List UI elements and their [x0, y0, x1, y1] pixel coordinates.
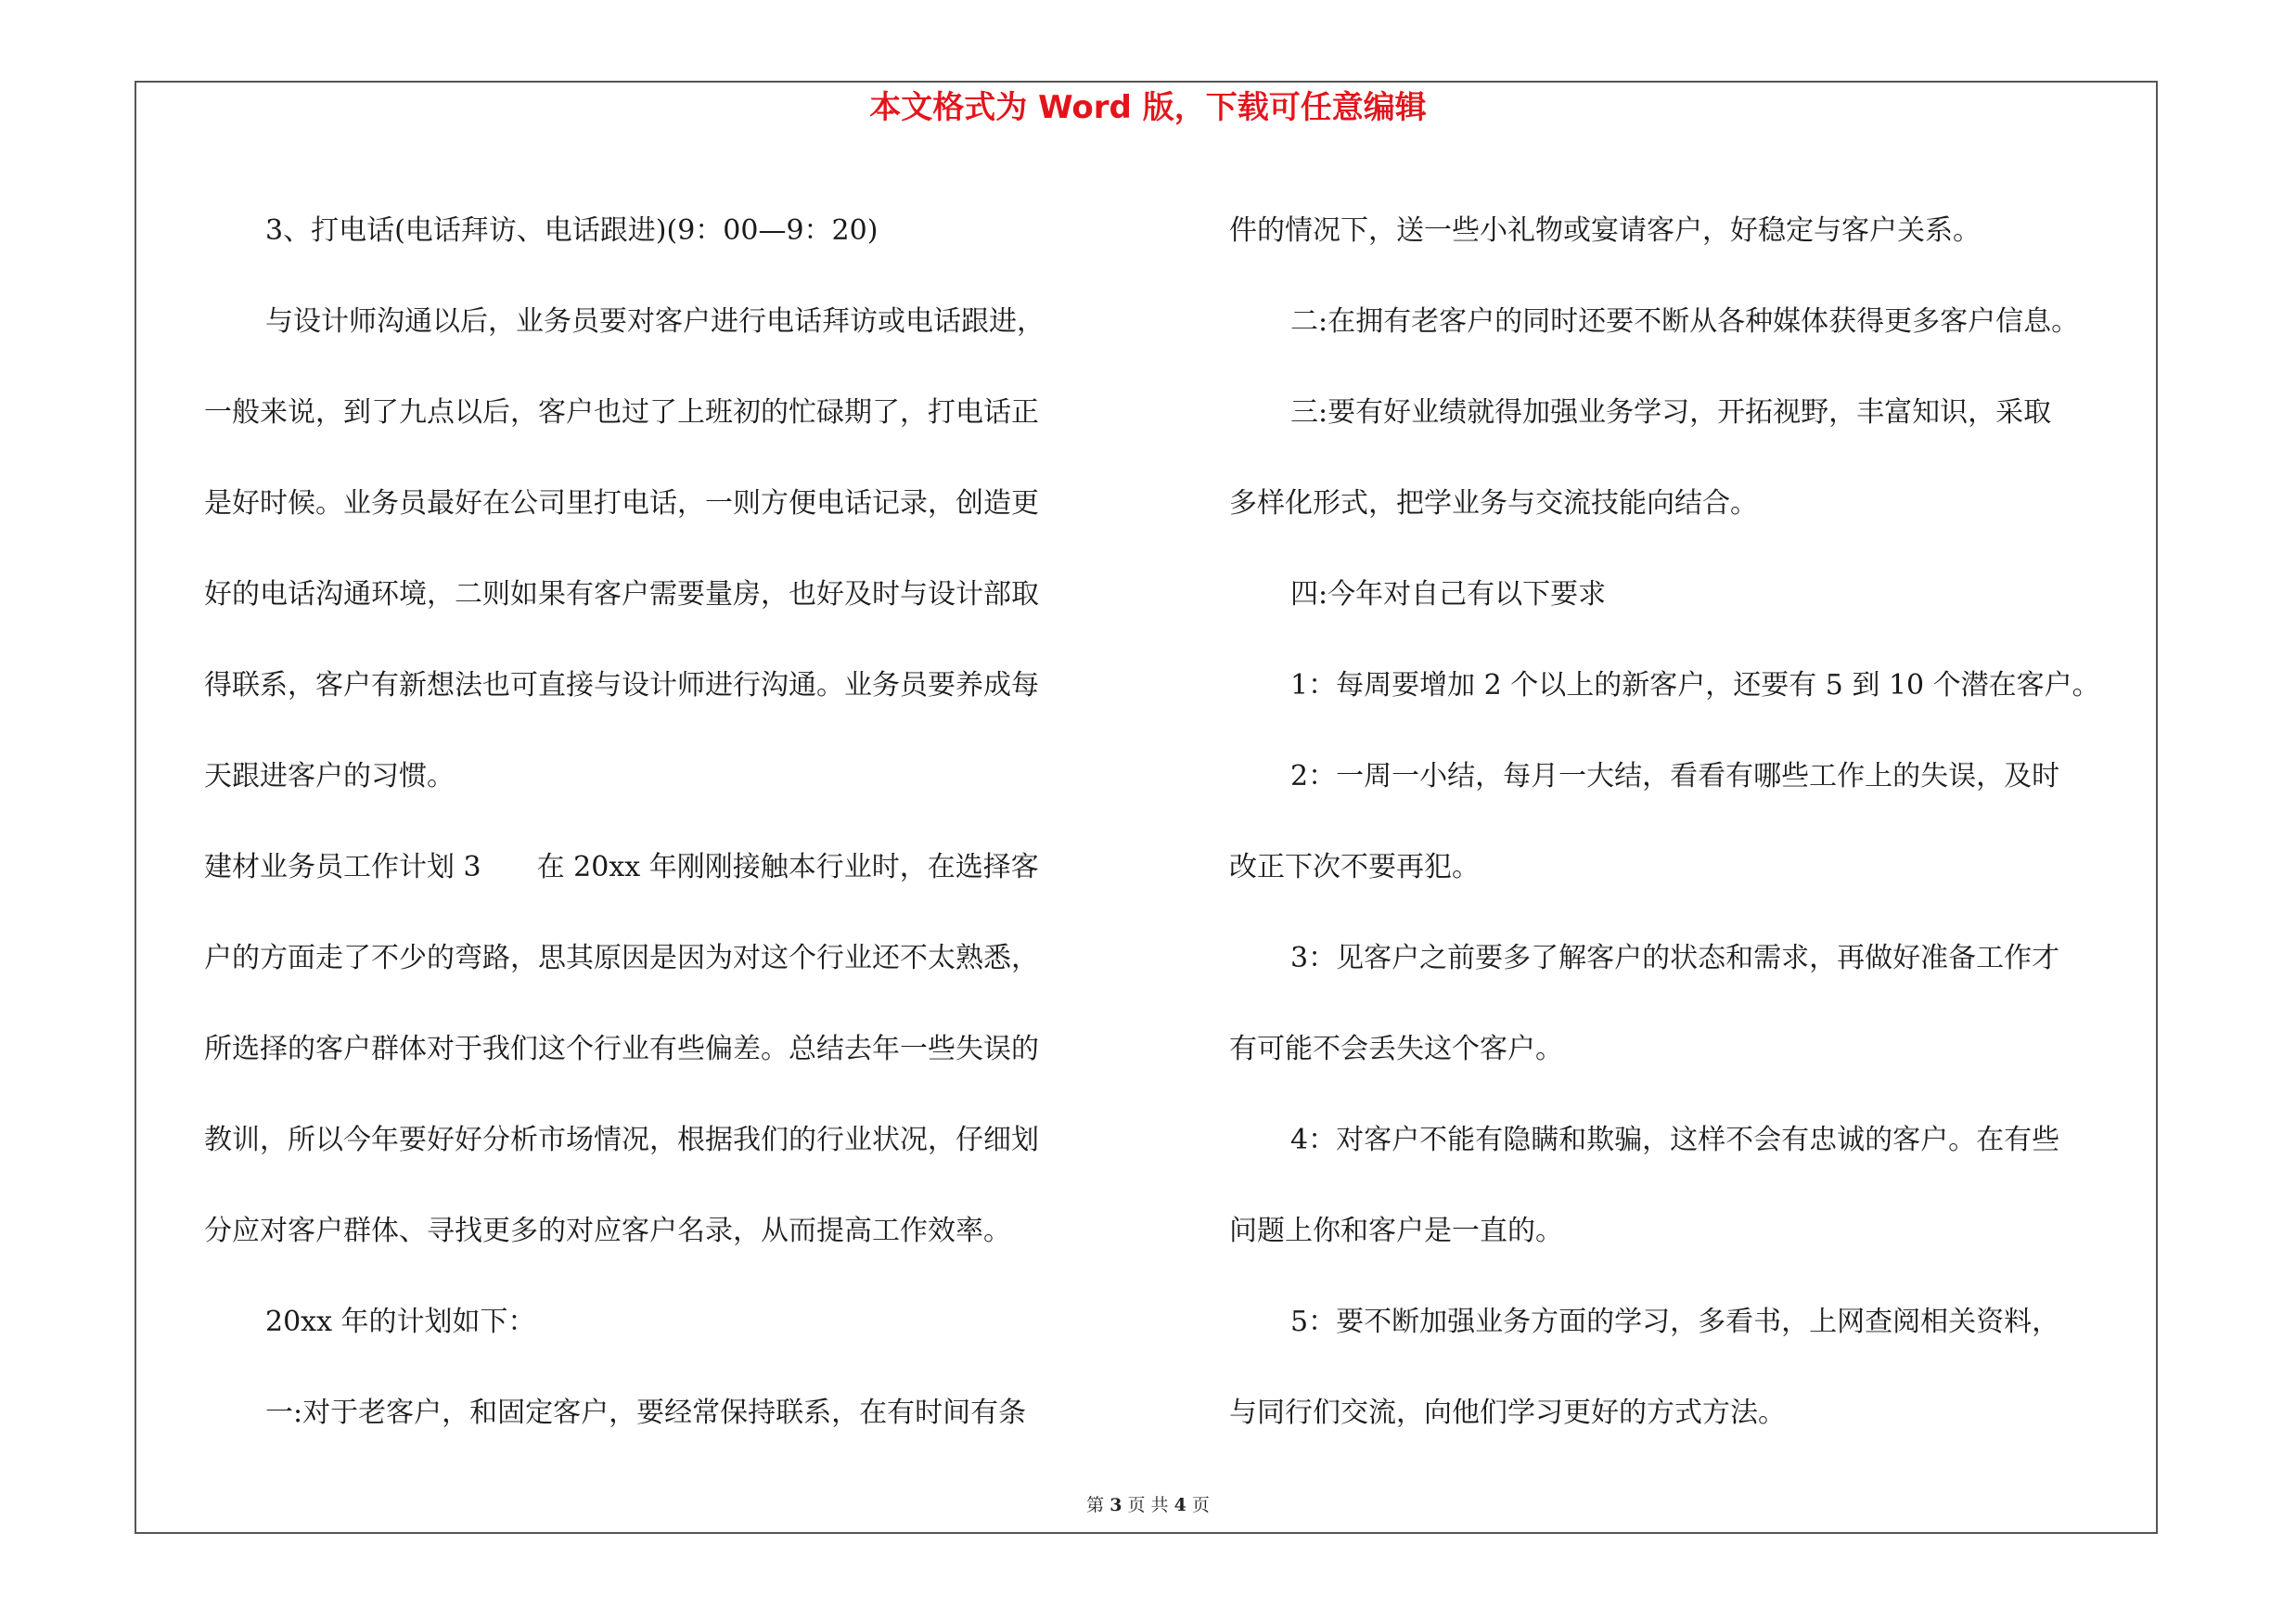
paragraph-line: 一般来说，到了九点以后，客户也过了上班初的忙碌期了，打电话正	[204, 396, 1039, 429]
paragraph-line: 多样化形式，把学业务与交流技能向结合。	[1229, 487, 1758, 520]
section-heading-line: 建材业务员工作计划 3 在 20xx 年刚刚接触本行业时，在选择客	[204, 851, 1039, 883]
paragraph-line: 与设计师沟通以后，业务员要对客户进行电话拜访或电话跟进，	[265, 305, 1045, 338]
paragraph-line: 有可能不会丢失这个客户。	[1229, 1033, 1563, 1065]
paragraph-line: 教训，所以今年要好好分析市场情况，根据我们的行业状况，仔细划	[204, 1124, 1039, 1156]
footer-middle: 页 共	[1127, 1495, 1169, 1515]
paragraph-line: 得联系，客户有新想法也可直接与设计师进行沟通。业务员要养成每	[204, 669, 1039, 702]
paragraph-line: 三:要有好业绩就得加强业务学习，开拓视野，丰富知识，采取	[1290, 396, 2052, 429]
paragraph-line: 是好时候。业务员最好在公司里打电话，一则方便电话记录，创造更	[204, 487, 1039, 520]
footer-prefix: 第	[1086, 1495, 1105, 1515]
footer-suffix: 页	[1191, 1495, 1210, 1515]
header-banner: 本文格式为 Word 版，下载可任意编辑	[869, 89, 1427, 126]
paragraph-line: 分应对客户群体、寻找更多的对应客户名录，从而提高工作效率。	[204, 1215, 1011, 1247]
left-column	[204, 186, 1141, 1459]
right-column	[1229, 186, 2171, 1459]
paragraph-line: 好的电话沟通环境，二则如果有客户需要量房，也好及时与设计部取	[204, 578, 1039, 611]
paragraph-line: 问题上你和客户是一直的。	[1229, 1215, 1563, 1247]
total-page-number: 4	[1174, 1495, 1186, 1515]
paragraph-line: 3：见客户之前要多了解客户的状态和需求，再做好准备工作才	[1290, 942, 2060, 974]
paragraph-line: 一:对于老客户，和固定客户，要经常保持联系，在有时间有条	[265, 1397, 1027, 1429]
paragraph-line: 改正下次不要再犯。	[1229, 851, 1480, 883]
paragraph-line: 四:今年对自己有以下要求	[1290, 578, 1607, 611]
paragraph-line: 20xx 年的计划如下：	[265, 1306, 536, 1338]
paragraph-line: 所选择的客户群体对于我们这个行业有些偏差。总结去年一些失误的	[204, 1033, 1039, 1065]
paragraph-line: 与同行们交流，向他们学习更好的方式方法。	[1229, 1397, 1786, 1429]
paragraph-line: 天跟进客户的习惯。	[204, 760, 455, 792]
paragraph-line: 二:在拥有老客户的同时还要不断从各种媒体获得更多客户信息。	[1290, 305, 2080, 338]
paragraph-line: 3、打电话(电话拜访、电话跟进)(9：00—9：20)	[265, 214, 879, 247]
paragraph-line: 5：要不断加强业务方面的学习，多看书，上网查阅相关资料，	[1290, 1306, 2060, 1338]
paragraph-line: 2：一周一小结，每月一大结，看看有哪些工作上的失误，及时	[1290, 760, 2060, 792]
current-page-number: 3	[1110, 1495, 1122, 1515]
paragraph-line: 1：每周要增加 2 个以上的新客户，还要有 5 到 10 个潜在客户。	[1290, 669, 2100, 702]
page-number-footer	[0, 1494, 2296, 1516]
paragraph-line: 件的情况下，送一些小礼物或宴请客户，好稳定与客户关系。	[1229, 214, 1981, 247]
paragraph-line: 户的方面走了不少的弯路，思其原因是因为对这个行业还不太熟悉，	[204, 942, 1039, 974]
paragraph-line: 4：对客户不能有隐瞒和欺骗，这样不会有忠诚的客户。在有些	[1290, 1124, 2060, 1156]
